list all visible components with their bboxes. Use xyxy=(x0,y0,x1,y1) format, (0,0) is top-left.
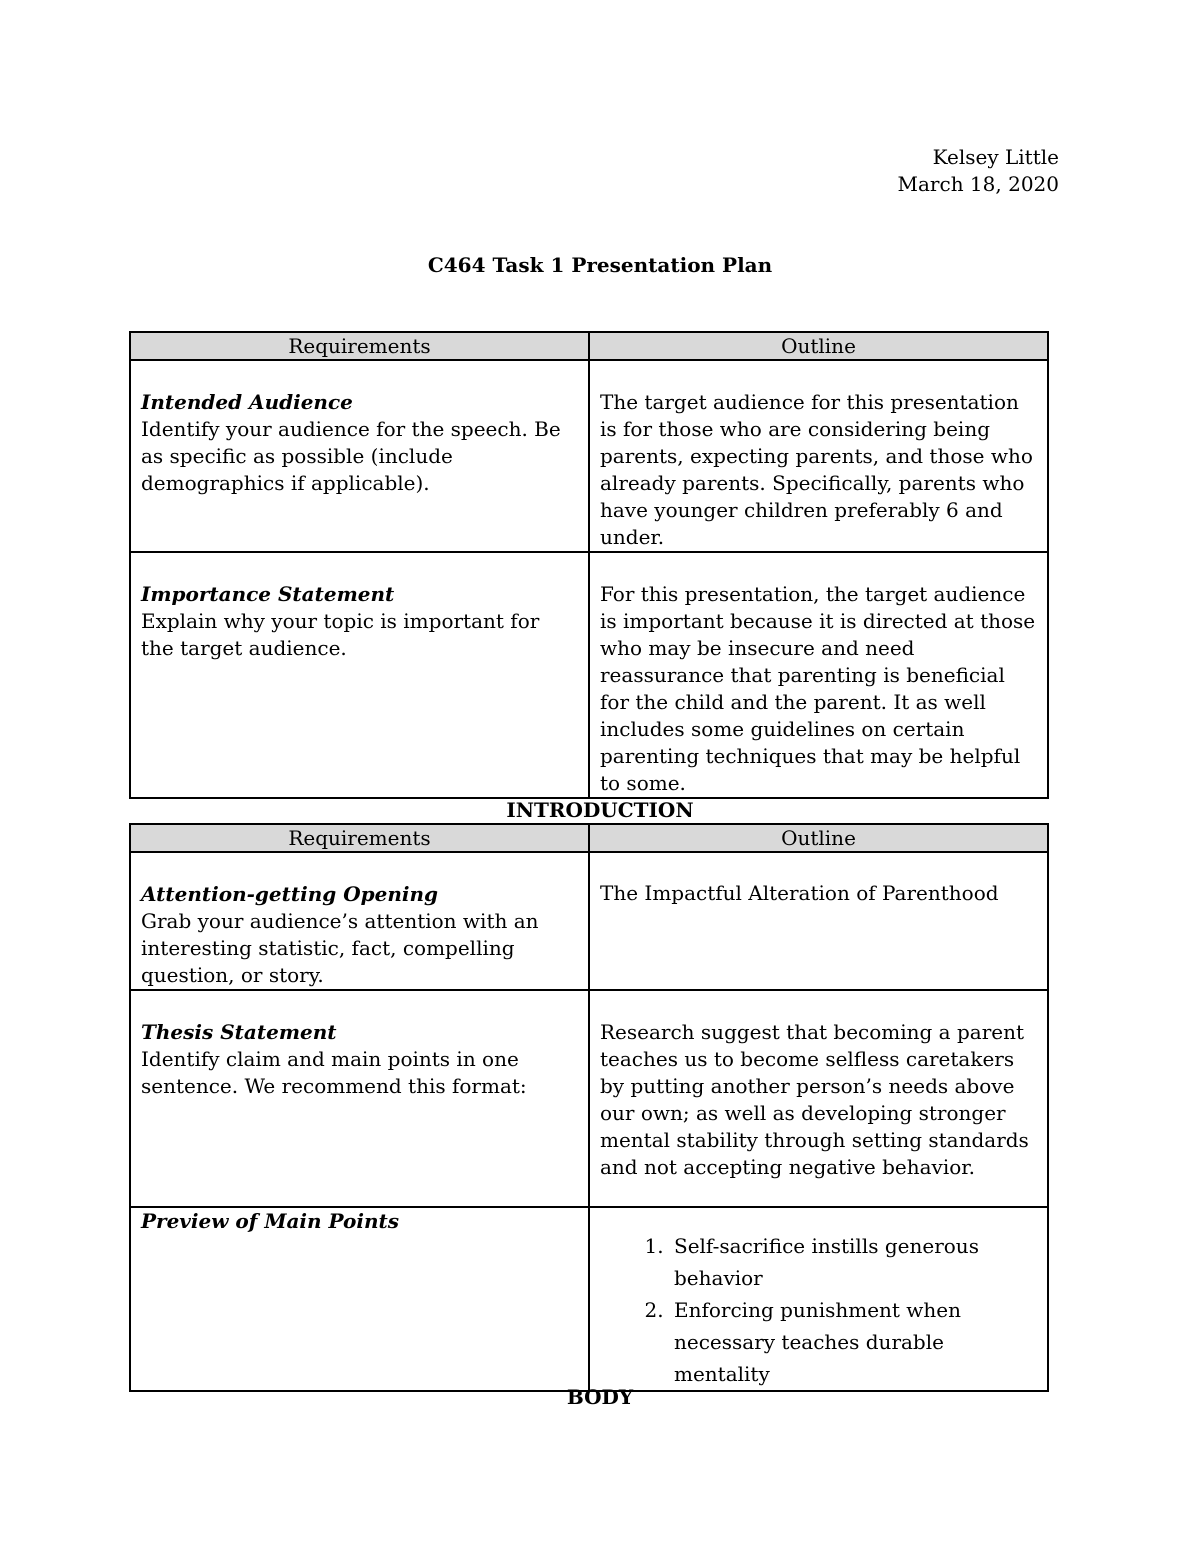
requirement-title: Importance Statement xyxy=(141,582,395,606)
requirement-text: Identify claim and main points in one sentence. We recommend this format: xyxy=(141,1047,527,1098)
requirement-title: Intended Audience xyxy=(141,390,353,414)
col-outline-header: Outline xyxy=(589,824,1048,852)
list-item: 2. Enforcing punishment when necessary teaches durable mentality xyxy=(670,1294,1037,1390)
audience-table xyxy=(129,331,1049,799)
requirement-cell xyxy=(130,1207,589,1391)
author-name: Kelsey Little xyxy=(932,145,1059,169)
body-heading: BODY xyxy=(566,1385,634,1409)
table-row xyxy=(130,360,1048,552)
requirement-title: Thesis Statement xyxy=(141,1020,337,1044)
introduction-heading: INTRODUCTION xyxy=(506,798,694,822)
requirement-title: Preview of Main Points xyxy=(141,1209,400,1233)
outline-cell: For this presentation, the target audience is important because it is directed at those who may be insecure and need reassurance that parenting is beneficial for the child and the parent. It as well includes some guidelines on certain parenting techniques that may be helpful to some. xyxy=(589,552,1048,798)
requirement-text: Explain why your topic is important for the target audience. xyxy=(141,609,540,660)
table-header-row xyxy=(130,332,1048,360)
requirement-text: Identify your audience for the speech. Be as specific as possible (include demographics if applicable). xyxy=(141,417,561,495)
col-requirements-header: Requirements xyxy=(130,332,589,360)
document-date: March 18, 2020 xyxy=(897,172,1059,196)
main-points-list xyxy=(600,1230,1037,1390)
table-row xyxy=(130,852,1048,990)
table-row xyxy=(130,990,1048,1207)
page-title: C464 Task 1 Presentation Plan xyxy=(427,253,773,277)
list-item: 1. Self-sacrifice instills generous behavior xyxy=(670,1230,1037,1294)
table-row xyxy=(130,552,1048,798)
outline-cell xyxy=(589,852,1048,990)
outline-cell: The target audience for this presentation is for those who are considering being parents, expecting parents, and those who already parents. Specifically, parents who have younger children preferably 6 and under. xyxy=(589,360,1048,552)
col-outline-header: Outline xyxy=(589,332,1048,360)
requirement-title: Attention-getting Opening xyxy=(141,882,438,906)
outline-cell xyxy=(589,1207,1048,1391)
table-row xyxy=(130,1207,1048,1391)
requirement-cell xyxy=(130,852,589,990)
requirement-cell xyxy=(130,990,589,1207)
requirement-text: Grab your audience’s attention with an interesting statistic, fact, compelling question, or story. xyxy=(141,909,539,987)
introduction-table xyxy=(129,823,1049,1392)
outline-cell: Research suggest that becoming a parent teaches us to become selfless caretakers by putting another person’s needs above our own; as well as developing stronger mental stability through setting standards and not accepting negative behavior. xyxy=(589,990,1048,1207)
table-header-row xyxy=(130,824,1048,852)
requirement-cell xyxy=(130,552,589,798)
col-requirements-header: Requirements xyxy=(130,824,589,852)
outline-text: The Impactful Alteration of Parenthood xyxy=(600,881,999,905)
requirement-cell xyxy=(130,360,589,552)
